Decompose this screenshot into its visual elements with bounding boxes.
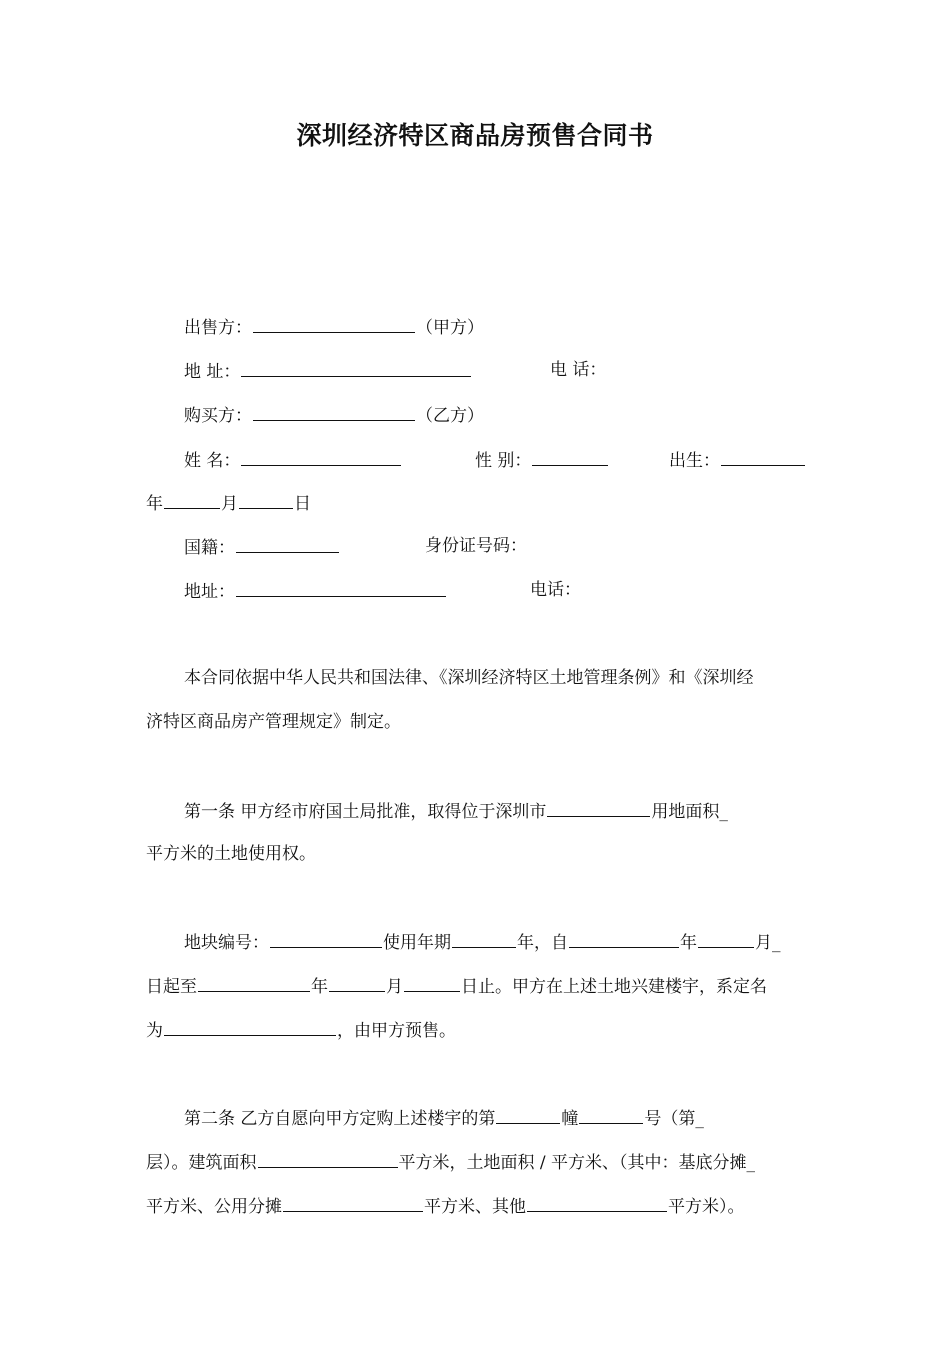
- month-blank[interactable]: [239, 490, 293, 509]
- end-year-blank[interactable]: [198, 973, 310, 992]
- area-breakdown-text: 平方米，土地面积 / 平方米、（其中：基底分摊_: [398, 1153, 756, 1173]
- birth-label: 出生：: [669, 451, 720, 471]
- year-blank[interactable]: [164, 490, 220, 509]
- nationality-blank[interactable]: [236, 534, 339, 553]
- land-area-label: 用地面积_: [651, 802, 728, 822]
- unit-number-blank[interactable]: [579, 1105, 643, 1124]
- buyer-address-field: [184, 578, 447, 604]
- floor-area-label: 层）。建筑面积: [146, 1153, 257, 1173]
- day-label: 日: [294, 494, 311, 514]
- end-month-label: 月: [386, 977, 403, 997]
- birth-field: [669, 447, 806, 473]
- plot-line-3: [146, 1017, 456, 1043]
- preamble-line-1: 本合同依据中华人民共和国法律、《深圳经济特区土地管理条例》和《深圳经: [184, 668, 754, 688]
- building-number-blank[interactable]: [496, 1105, 560, 1124]
- plot-number-blank[interactable]: [270, 929, 382, 948]
- buyer-phone-label: 电话：: [530, 580, 581, 600]
- birth-blank[interactable]: [721, 447, 805, 466]
- use-years-label: 使用年期: [383, 933, 451, 953]
- end-day-blank[interactable]: [404, 973, 460, 992]
- seller-label: 出售方：: [184, 318, 252, 338]
- name-label: 姓 名：: [184, 451, 241, 471]
- gender-label: 性 别：: [475, 451, 532, 471]
- buyer-blank[interactable]: [253, 402, 415, 421]
- gender-field: [475, 447, 609, 473]
- seller-address-line: [184, 358, 472, 384]
- shared-area-blank[interactable]: [283, 1193, 423, 1212]
- presale-text: ，由甲方预售。: [337, 1021, 456, 1041]
- plot-line-1: [184, 929, 781, 955]
- start-year-blank[interactable]: [569, 929, 679, 948]
- building-label: 幢: [561, 1109, 579, 1129]
- location-blank[interactable]: [547, 798, 650, 817]
- start-year-label: 年: [680, 933, 697, 953]
- seller-suffix: （甲方）: [416, 318, 484, 338]
- article-1-text: 第一条 甲方经市府国土局批准，取得位于深圳市: [184, 802, 547, 822]
- id-field: [425, 534, 527, 558]
- document-title: 深圳经济特区商品房预售合同书: [296, 121, 654, 150]
- id-label: 身份证号码：: [425, 536, 527, 556]
- article-2-line-1: [184, 1105, 704, 1131]
- preamble-line-2: 济特区商品房产管理规定》制定。: [146, 712, 401, 732]
- name-blank[interactable]: [241, 447, 401, 466]
- floor-area-blank[interactable]: [258, 1149, 398, 1168]
- plot-line-2: [146, 973, 767, 999]
- month-label: 月: [221, 494, 238, 514]
- seller-address-blank[interactable]: [241, 358, 471, 377]
- name-field: [184, 447, 402, 473]
- year-label: 年: [146, 494, 163, 514]
- buyer-suffix: （乙方）: [416, 406, 484, 426]
- buyer-label: 购买方：: [184, 406, 252, 426]
- article-2-line-3: [146, 1193, 745, 1219]
- nationality-label: 国籍：: [184, 538, 235, 558]
- seller-line: [184, 314, 484, 340]
- article-1-line-1: [184, 798, 728, 824]
- buyer-line: [184, 402, 484, 428]
- gender-blank[interactable]: [532, 447, 608, 466]
- end-year-label: 年: [311, 977, 328, 997]
- buyer-address-label: 地址：: [184, 582, 235, 602]
- buyer-phone-field: [530, 578, 581, 602]
- use-years-blank[interactable]: [452, 929, 516, 948]
- article-1-line-2: 平方米的土地使用权。: [146, 844, 316, 864]
- article-2-text: 第二条 乙方自愿向甲方定购上述楼宇的第: [184, 1109, 496, 1129]
- naming-label: 为: [146, 1021, 163, 1041]
- end-month-blank[interactable]: [329, 973, 385, 992]
- plot-line-2-end: 日止。甲方在上述土地兴建楼宇，系定名: [461, 977, 767, 997]
- birth-date-line: [146, 490, 311, 516]
- other-area-blank[interactable]: [527, 1193, 667, 1212]
- seller-address-label: 地 址：: [184, 362, 241, 382]
- article-2-line-2: [146, 1149, 755, 1175]
- nationality-field: [184, 534, 340, 560]
- shared-area-label: 平方米、公用分摊: [146, 1197, 282, 1217]
- seller-blank[interactable]: [253, 314, 415, 333]
- plot-number-label: 地块编号：: [184, 933, 269, 953]
- start-day-label: 日起至: [146, 977, 197, 997]
- unit-floor-label: 号（第_: [644, 1109, 704, 1129]
- building-name-blank[interactable]: [164, 1017, 336, 1036]
- seller-phone-label: 电 话：: [550, 360, 607, 380]
- other-area-label: 平方米、其他: [424, 1197, 526, 1217]
- start-month-label: 月_: [755, 933, 781, 953]
- seller-phone: [550, 358, 606, 382]
- area-end-text: 平方米）。: [668, 1197, 745, 1217]
- buyer-address-blank[interactable]: [236, 578, 446, 597]
- year-from-label: 年，自: [517, 933, 568, 953]
- start-month-blank[interactable]: [698, 929, 754, 948]
